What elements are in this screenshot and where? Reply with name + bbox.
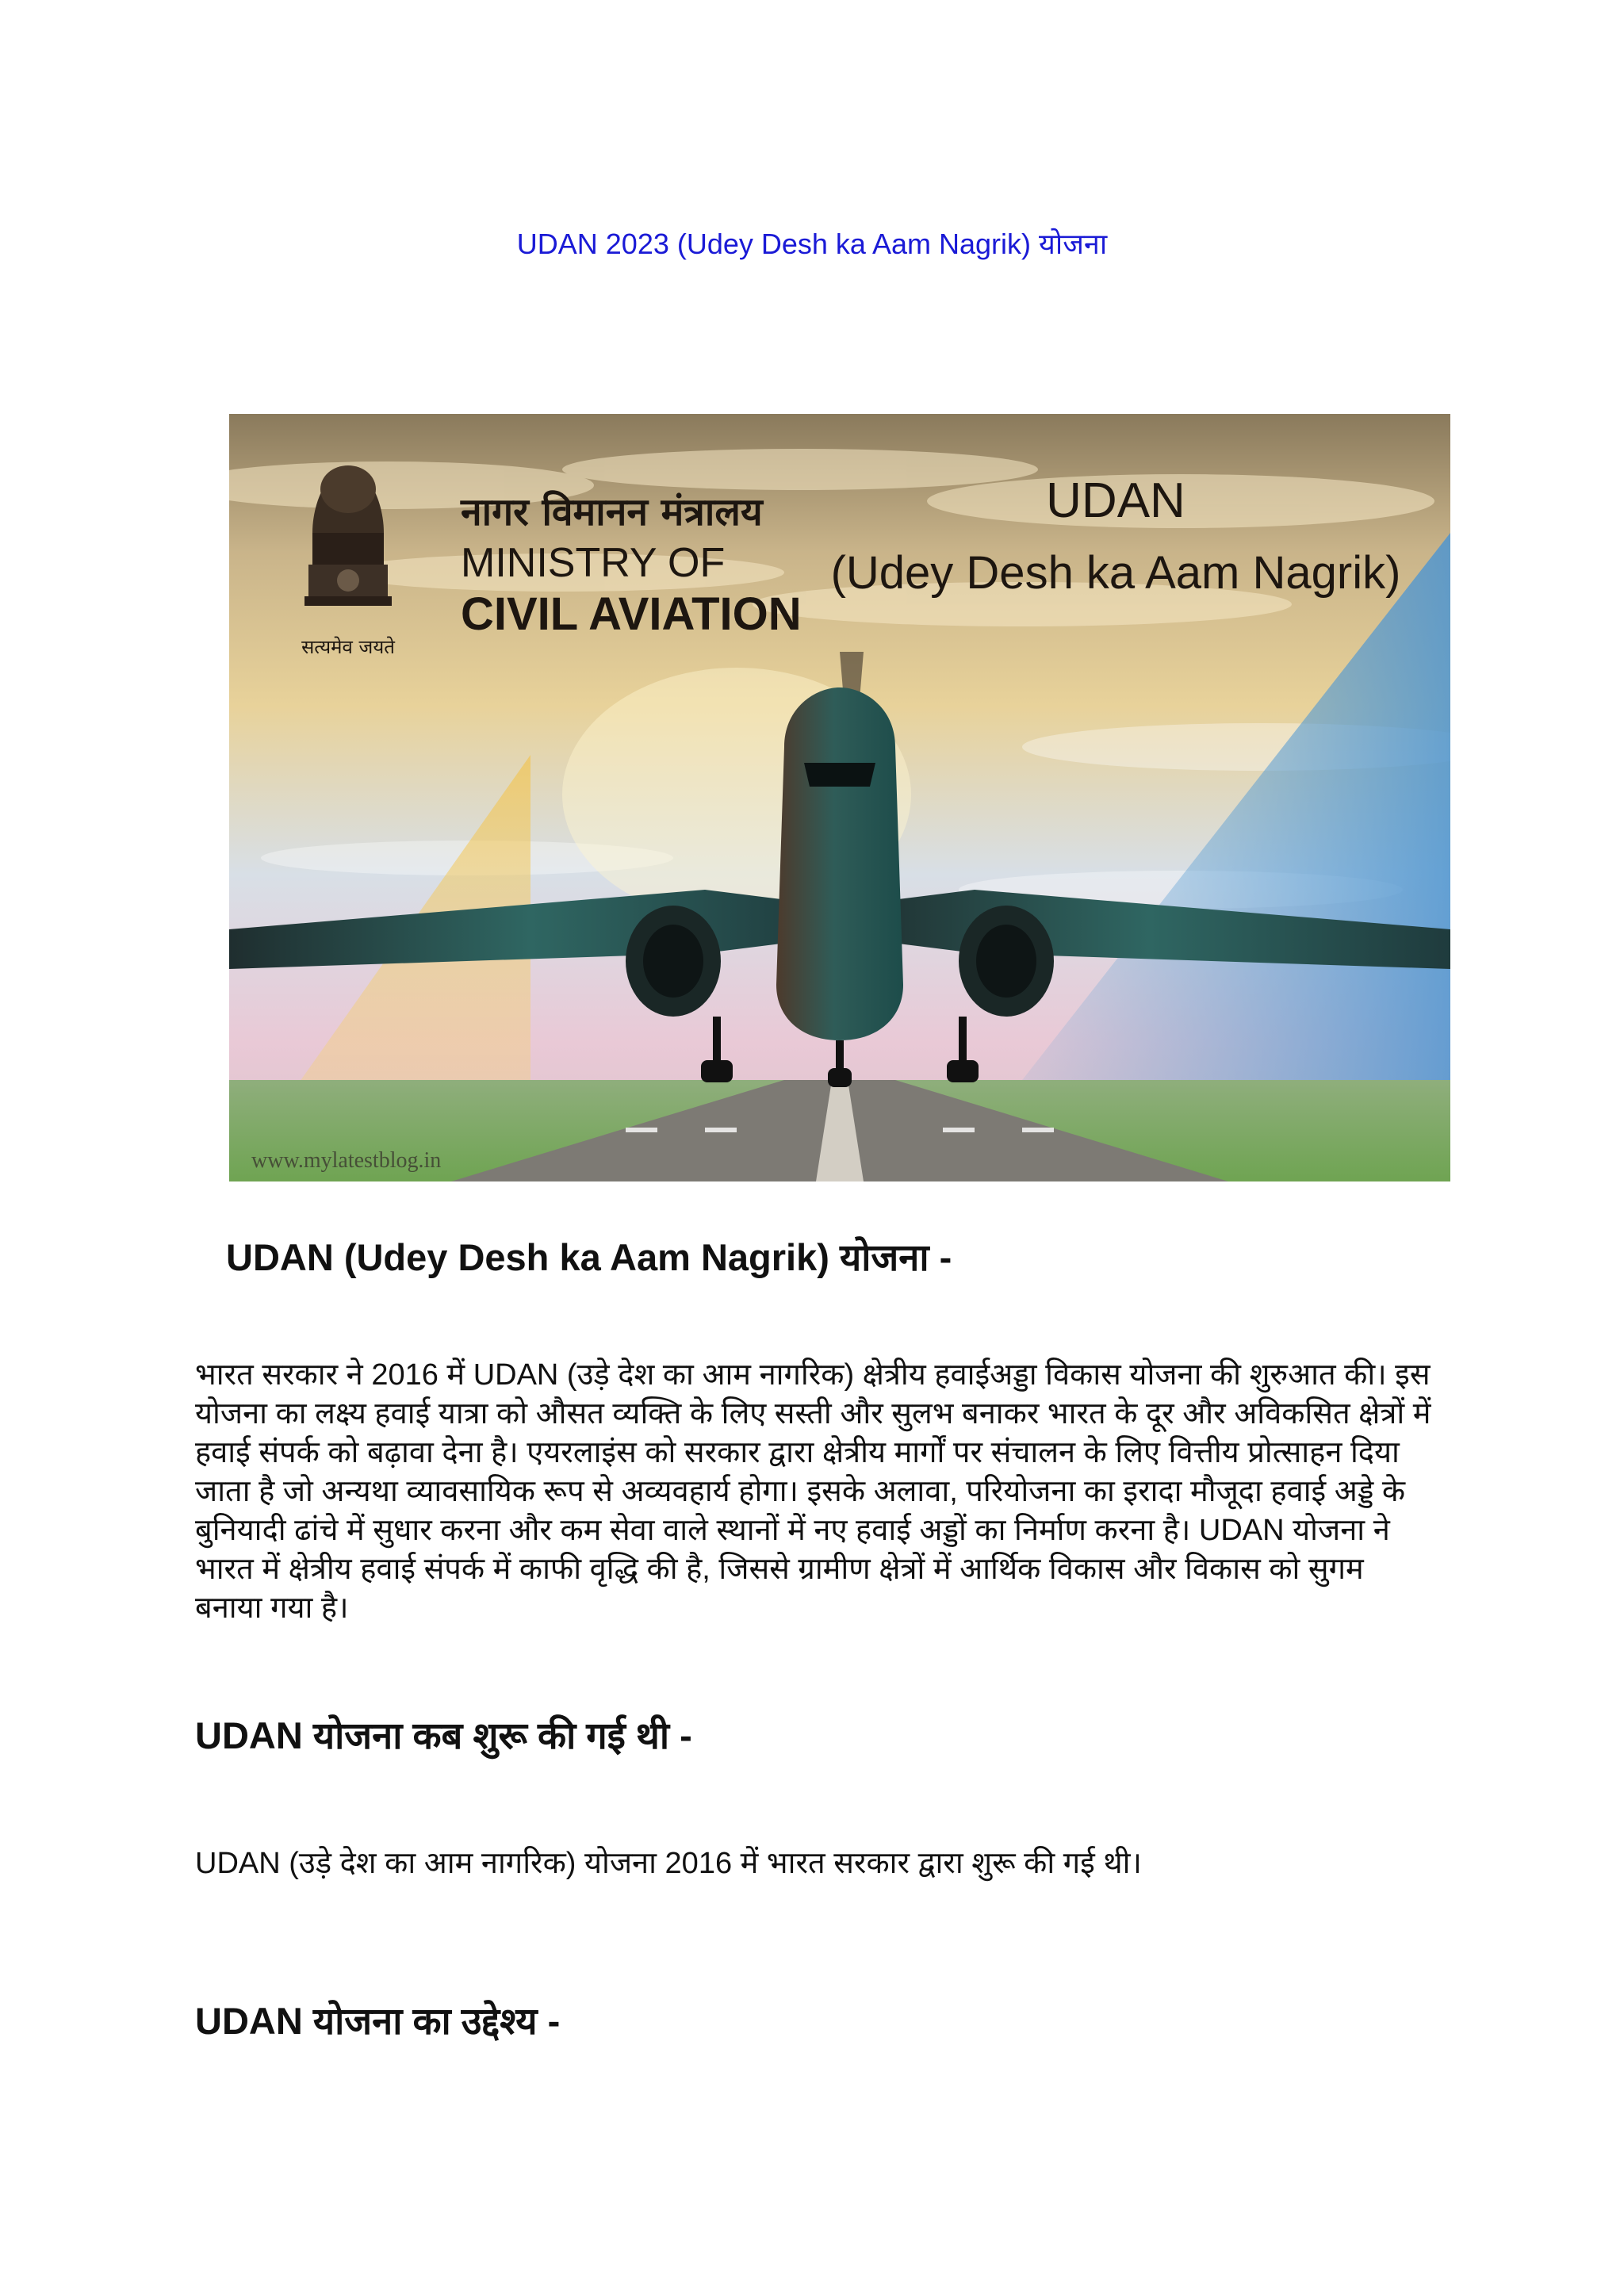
intro-paragraph: भारत सरकार ने 2016 में UDAN (उड़े देश का आम नागरिक) क्षेत्रीय हवाईअड्डा विकास योजना की शुरुआत की। इस योजना का लक्ष्य हवाई यात्रा को औसत व्यक्ति के लिए सस्ती और सुलभ बनाकर भारत के दूर और अविकसित क्षेत्रों में हवाई संपर्क को बढ़ावा देना है। एयरलाइंस को सरकार द्वारा क्षेत्रीय मार्गों पर संचालन के लिए वित्तीय प्रोत्साहन दिया जाता है जो अन्यथा व्यावसायिक रूप से अव्यवहार्य होगा। इसके अलावा, परियोजना का इरादा मौजूदा हवाई अड्डे के बुनियादी ढांचे में सुधार करना और कम सेवा वाले स्थानों में नए हवाई अड्डों का निर्माण करना है। UDAN योजना ने भारत में क्षेत्रीय हवाई संपर्क में काफी वृद्धि की है, जिससे ग्रामीण क्षेत्रों में आर्थिक विकास और विकास को सुगम बनाया गया है।: [195, 1358, 1431, 1625]
launch-heading: UDAN योजना कब शुरू की गई थी -: [195, 1714, 692, 1756]
objective-heading: UDAN योजना का उद्देश्य -: [195, 2000, 561, 2042]
emblem-motto: सत्यमेव जयते: [301, 636, 395, 658]
ministry-line1: MINISTRY OF: [461, 540, 726, 586]
document-title: UDAN 2023 (Udey Desh ka Aam Nagrik) योजना: [516, 228, 1108, 260]
ministry-line2: CIVIL AVIATION: [461, 588, 802, 640]
watermark: www.mylatestblog.in: [251, 1148, 442, 1173]
scheme-name: UDAN: [1046, 473, 1185, 528]
intro-heading: UDAN (Udey Desh ka Aam Nagrik) योजना -: [226, 1236, 952, 1278]
launch-paragraph: UDAN (उड़े देश का आम नागरिक) योजना 2016 में भारत सरकार द्वारा शुरू की गई थी।: [195, 1847, 1142, 1880]
ministry-hindi: नागर विमानन मंत्रालय: [461, 490, 763, 534]
banner-image: [229, 414, 1450, 1181]
scheme-full: (Udey Desh ka Aam Nagrik): [830, 547, 1401, 599]
